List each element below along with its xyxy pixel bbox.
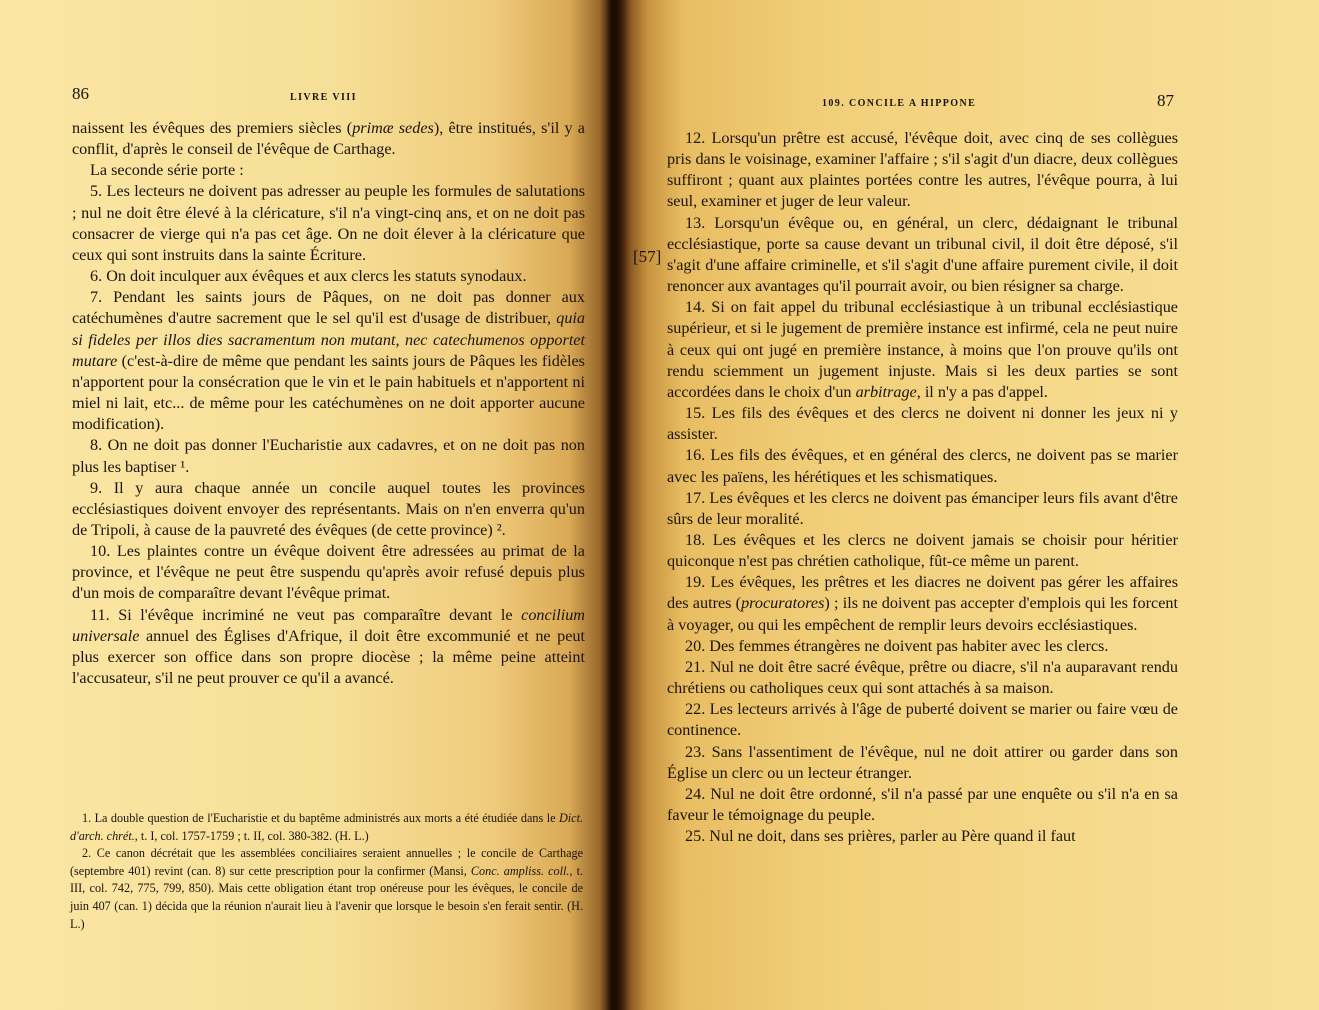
text-run: 18. Les évêques et les clercs ne doivent jamais se choisir pour héritier quiconque n'est pas chrétien catholique, fût-ce même un parent. bbox=[667, 530, 1178, 571]
text-run: annuel des Églises d'Afrique, il doit être excommunié et ne peut plus exercer son office dans son propre diocèse ; la même peine atteint l'accusateur, s'il ne peut prouver ce qu'il a avancé. bbox=[72, 626, 585, 688]
paragraph bbox=[667, 657, 1178, 699]
text-run: 11. Si l'évêque incriminé ne veut pas comparaître devant le bbox=[90, 605, 522, 624]
right-page bbox=[612, 0, 1319, 1010]
paragraph bbox=[667, 530, 1178, 572]
paragraph bbox=[667, 445, 1178, 487]
footnote bbox=[70, 845, 583, 933]
text-run: 24. Nul ne doit être ordonné, s'il n'a passé par une enquête ou s'il n'a en sa faveur le témoignage du peuple. bbox=[667, 784, 1178, 824]
text-run: 9. Il y aura chaque année un concile auquel toutes les provinces ecclésiastiques doivent envoyer des représentants. Mais on n'en enverra qu'un de Tripoli, à cause de la pauvreté des évêques (de cette province) ². bbox=[72, 478, 585, 539]
text-run: 10. Les plaintes contre un évêque doivent être adressées au primat de la province, et l'évêque ne peut être suspendu qu'après avoir refusé depuis plus d'un mois de comparaître devant l'évêque primat. bbox=[72, 542, 585, 603]
text-run: 19. Les évêques, les prêtres et les diacres ne doivent pas gérer les affaires des autres ( bbox=[667, 573, 1178, 613]
text-run: 14. Si on fait appel du tribunal ecclésiastique à un tribunal ecclésiastique supérieur, et si le jugement de première instance est infirmé, cela ne peut nuire à ceux qui ont jugé en première instance, à moins que l'on prouve qu'ils ont rendu sciemment un jugement injuste. Mais si les deux parties se sont accordées dans le choix d'un bbox=[667, 298, 1178, 401]
italic-text: procuratores bbox=[741, 594, 825, 613]
italic-text: primæ sedes bbox=[352, 119, 434, 137]
text-run: 8. On ne doit pas donner l'Eucharistie aux cadavres, et on ne doit pas non plus les baptiser ¹. bbox=[72, 436, 585, 476]
italic-text: Dict. d'arch. chrét. bbox=[70, 811, 583, 843]
paragraph bbox=[667, 826, 1178, 847]
paragraph bbox=[72, 435, 585, 477]
page-number: 87 bbox=[1157, 91, 1174, 110]
right-body-text bbox=[667, 128, 1178, 847]
italic-text: quia si fideles per illos dies sacramentum non mutant, nec catechumenos opportet mutare bbox=[72, 309, 585, 370]
text-run: 22. Les lecteurs arrivés à l'âge de puberté doivent se marier ou faire vœu de continence. bbox=[667, 700, 1178, 740]
italic-text: arbitrage bbox=[855, 382, 917, 401]
paragraph bbox=[72, 118, 585, 160]
text-run: 21. Nul ne doit être sacré évêque, prêtre ou diacre, s'il n'a auparavant rendu chrétiens ou catholiques ceux qui sont attachés à sa maison. bbox=[667, 657, 1178, 698]
text-run: 2. Ce canon décrétait que les assemblées conciliaires seraient annuelles ; le concile de Carthage (septembre 401) revint (can. 8) sur cette prescription pour la confirmer (Mansi, bbox=[70, 846, 583, 878]
text-run: 17. Les évêques et les clercs ne doivent pas émanciper leurs fils avant d'être sûrs de leur moralité. bbox=[667, 488, 1178, 528]
text-run: 12. Lorsqu'un prêtre est accusé, l'évêque doit, avec cinq de ses collègues pris dans le voisinage, examiner l'affaire ; s'il s'agit d'un diacre, deux collègues suffiront ; quant aux plaintes portées contre les autres, l'évêque pourra, à lui seul, examiner et juger de leur valeur. bbox=[667, 129, 1178, 211]
paragraph bbox=[667, 572, 1178, 635]
text-run: 25. Nul ne doit, dans ses prières, parler au Père quand il faut bbox=[685, 827, 1076, 846]
left-body-text bbox=[72, 118, 585, 689]
paragraph bbox=[667, 699, 1178, 741]
paragraph bbox=[667, 636, 1178, 657]
text-run: 7. Pendant les saints jours de Pâques, on ne doit pas donner aux catéchumènes d'autre sacrement que le sel qu'il est d'usage de distribuer, bbox=[72, 288, 585, 328]
text-run: 6. On doit inculquer aux évêques et aux clercs les statuts synodaux. bbox=[90, 267, 527, 286]
running-head: LIVRE VIII bbox=[290, 92, 357, 103]
text-run: ), être institués, s'il y a conflit, d'après le conseil de l'évêque de Carthage. bbox=[72, 119, 585, 159]
margin-reference-number: [57] bbox=[633, 247, 662, 266]
text-run: 13. Lorsqu'un évêque ou, en général, un clerc, dédaignant le tribunal ecclésiastique, porte sa cause devant un tribunal civil, il doit être déposé, s'il s'agit d'une affaire criminelle, et s'il s'agit d'une affaire purement civile, il doit renoncer aux avantages qu'il pourrait avoir, ou bien résigner sa charge. bbox=[667, 213, 1178, 296]
text-run: (c'est-à-dire de même que pendant les saints jours de Pâques les fidèles n'apportent pour la consécration que le vin et le pain habituels et n'apportent ni miel ni lait, etc... de même pour les catéchumènes on ne doit apporter aucune modification). bbox=[72, 351, 585, 434]
paragraph bbox=[667, 213, 1178, 298]
paragraph bbox=[72, 605, 585, 690]
text-run: 16. Les fils des évêques, et en général des clercs, ne doivent pas se marier avec les païens, les hérétiques et les schismatiques. bbox=[667, 446, 1178, 486]
paragraph bbox=[72, 160, 585, 181]
text-run: naissent les évêques des premiers siècles ( bbox=[72, 119, 353, 137]
paragraph bbox=[72, 181, 585, 266]
text-run: 15. Les fils des évêques et des clercs ne doivent ni donner les jeux ni y assister. bbox=[667, 404, 1178, 444]
footnote bbox=[70, 810, 583, 845]
paragraph bbox=[667, 403, 1178, 445]
text-run: ) ; ils ne doivent pas accepter d'emplois qui les forcent à voyager, ou qui les empêchent de remplir leurs devoirs ecclésiastiques. bbox=[667, 594, 1178, 634]
paragraph bbox=[667, 784, 1178, 826]
text-run: , il n'y a pas d'appel. bbox=[916, 382, 1048, 401]
paragraph bbox=[667, 297, 1178, 403]
italic-text: concilium universale bbox=[72, 605, 585, 645]
paragraph bbox=[72, 287, 585, 435]
text-run: , t. I, col. 1757-1759 ; t. II, col. 380-382. (H. L.) bbox=[134, 828, 369, 843]
paragraph bbox=[72, 266, 585, 287]
text-run: 23. Sans l'assentiment de l'évêque, nul ne doit attirer ou garder dans son Église un clerc ou un lecteur étranger. bbox=[667, 742, 1178, 782]
paragraph bbox=[72, 541, 585, 604]
paragraph bbox=[667, 488, 1178, 530]
text-run: , t. III, col. 742, 775, 799, 850). Mais cette obligation étant trop onéreuse pour les évêques, le concile de juin 407 (can. 1) décida que la réunion n'aurait lieu à l'avenir que lorsque le besoin s'en ferait sentir. (H. L.) bbox=[70, 863, 583, 931]
italic-text: Conc. ampliss. coll. bbox=[470, 863, 570, 878]
text-run: 20. Des femmes étrangères ne doivent pas habiter avec les clercs. bbox=[685, 636, 1109, 655]
left-page bbox=[0, 0, 612, 1010]
book-gutter bbox=[600, 0, 630, 1010]
paragraph bbox=[667, 128, 1178, 213]
running-head: 109. CONCILE A HIPPONE bbox=[822, 98, 977, 109]
paragraph bbox=[667, 742, 1178, 784]
text-run: 5. Les lecteurs ne doivent pas adresser au peuple les formules de salutations ; nul ne doit être élevé à la cléricature, s'il n'a vingt-cinq ans, et on ne doit pas consacrer de vierge qui n'a pas cet âge. On ne doit élever à la cléricature que ceux qui sont instruits dans la sainte Écriture. bbox=[72, 182, 585, 264]
footnotes bbox=[70, 810, 583, 933]
paragraph bbox=[72, 478, 585, 541]
text-run: 1. La double question de l'Eucharistie et du baptême administrés aux morts a été étudiée dans le bbox=[82, 811, 559, 825]
text-run: La seconde série porte : bbox=[90, 161, 244, 180]
page-number: 86 bbox=[72, 84, 89, 103]
